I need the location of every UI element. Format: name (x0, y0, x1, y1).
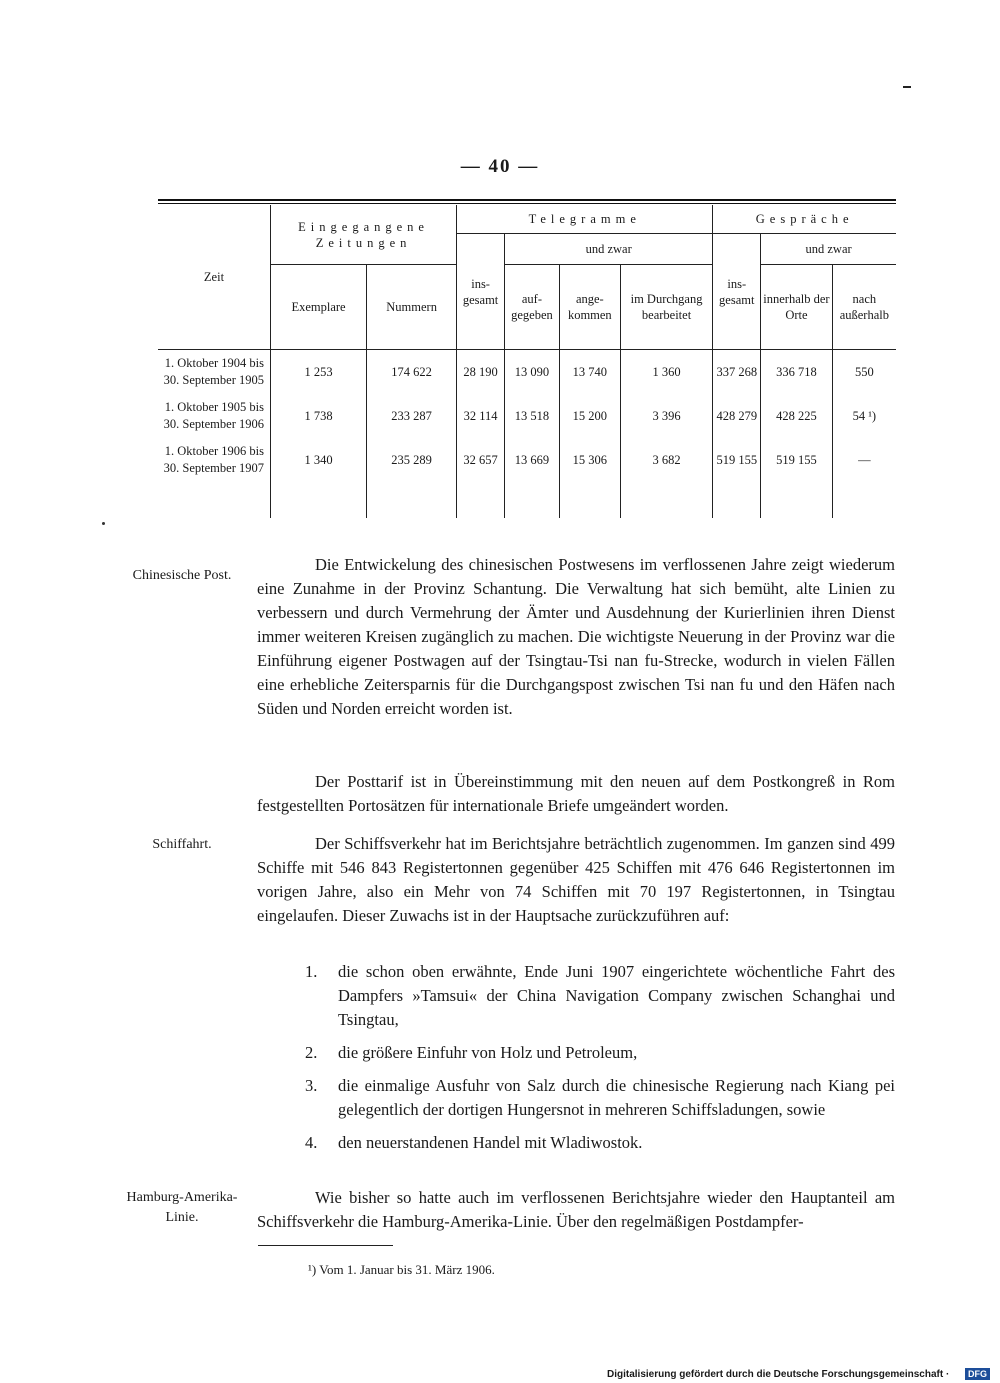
header-aufgegeben: auf- gegeben (505, 265, 560, 350)
cell-tel-aufgegeben: 13 669 (505, 438, 560, 482)
header-time: Zeit (158, 205, 271, 350)
cell-tel-angekommen: 15 200 (559, 394, 620, 438)
cell-tel-durchgang: 3 396 (620, 394, 713, 438)
paragraph-shipping: Der Schiffsverkehr hat im Berichtsjahre beträchtlich zugenommen. Im ganzen sind 499 Schiffe mit 546 843 Registertonnen gegenüber 425 Schiffen mit 476 646 Registertonnen im vorigen Jahre, also ein Mehr von 74 Schiffen mit 70 197 Registertonnen, in Tsingtau eingelaufen. Dieser Zuwachs ist in der Hauptsache zurückzuführen auf: (257, 834, 895, 925)
cell-calls-total: 337 268 (713, 350, 761, 395)
paragraph-chinese-post: Die Entwickelung des chinesischen Postwesens im verflossenen Jahre zeigt wiederum eine Zunahme in der Provinz Schantung. Die Verwaltung hat sich bemüht, alte Linien zu verbessern und durch Vermehrung der Ämter und Ausdehnung der Kurierlinien ihren Dienst immer weiteren Kreisen zugänglich zu machen. Die wichtigste Neuerung in der Provinz war die Einführung eigener Postwagen auf der Tsingtau-Tsi nan fu-Strecke, wodurch in vielen Fällen eine erhebliche Zeitersparnis für die Durchgangspost zwischen Tsi nan fu und den Häfen nach Süden und Norden erreicht worden ist. (257, 555, 895, 718)
header-angekommen: ange- kommen (559, 265, 620, 350)
table-row-spacer (158, 482, 896, 518)
header-durchgang: im Durchgang bearbeitet (620, 265, 713, 350)
header-exemplare: Exemplare (271, 265, 367, 350)
table-top-rule-thin (158, 203, 896, 204)
cell-calls-total: 428 279 (713, 394, 761, 438)
margin-note-shipping: Schiffahrt. (152, 837, 212, 852)
row-period: 1. Oktober 1905 bis 30. September 1906 (163, 400, 264, 431)
cell-exemplare: 1 253 (271, 350, 367, 395)
margin-note-hapag: Hamburg-Amerika-Linie. (126, 1190, 238, 1225)
header-ausserhalb: nach außerhalb (832, 265, 896, 350)
table-row (158, 394, 896, 438)
margin-note-chinese-post: Chinesische Post. (132, 568, 232, 583)
header-tel-total: ins- gesamt (457, 234, 505, 350)
header-innerhalb: innerhalb der Orte (761, 265, 832, 350)
cell-tel-total: 32 657 (457, 438, 505, 482)
cell-nummern: 233 287 (367, 394, 457, 438)
cell-nummern: 174 622 (367, 350, 457, 395)
table-row (158, 438, 896, 482)
header-telegrams: Telegramme (457, 205, 713, 234)
cell-tel-durchgang: 3 682 (620, 438, 713, 482)
footnote-rule (258, 1245, 393, 1246)
cell-tel-total: 28 190 (457, 350, 505, 395)
cell-calls-ausserhalb: 54 ¹) (832, 394, 896, 438)
footnote: ¹) Vom 1. Januar bis 31. März 1906. (308, 1262, 495, 1277)
cell-exemplare: 1 738 (271, 394, 367, 438)
header-calls-und-zwar: und zwar (761, 234, 896, 265)
header-tel-und-zwar: und zwar (505, 234, 713, 265)
cell-calls-ausserhalb: — (832, 438, 896, 482)
paragraph-hapag: Wie bisher so hatte auch im verflossenen Berichtsjahre wieder den Hauptanteil am Schiffsverkehr die Hamburg-Amerika-Linie. Über den regelmäßigen Postdampfer- (257, 1188, 895, 1231)
page-number: — 40 — (460, 156, 540, 177)
list-item: 2. die größere Einfuhr von Holz und Petroleum, (305, 1043, 638, 1062)
cell-calls-innerhalb: 428 225 (761, 394, 832, 438)
cell-calls-innerhalb: 519 155 (761, 438, 832, 482)
row-period: 1. Oktober 1906 bis 30. September 1907 (163, 444, 264, 475)
header-calls-total: ins- gesamt (713, 234, 761, 350)
cell-tel-aufgegeben: 13 090 (505, 350, 560, 395)
cell-tel-angekommen: 15 306 (559, 438, 620, 482)
cell-tel-durchgang: 1 360 (620, 350, 713, 395)
list-item: 1. die schon oben erwähnte, Ende Juni 1907 eingerichtete wöchentliche Fahrt des Dampfers »Tamsui« der China Navigation Company zwischen Schanghai und Tsingtau, (305, 962, 895, 1029)
paragraph-post-tariff: Der Posttarif ist in Übereinstimmung mit den neuen auf dem Postkongreß in Rom festgestellten Portosätzen für internationale Briefe umgeändert worden. (257, 772, 895, 815)
list-item: 4. den neuerstandenen Handel mit Wladiwostok. (305, 1133, 643, 1152)
scan-speck (102, 522, 105, 525)
statistics-table (158, 205, 896, 518)
table-top-rule (158, 199, 896, 201)
scan-mark (903, 86, 911, 88)
row-period: 1. Oktober 1904 bis 30. September 1905 (163, 356, 264, 387)
cell-calls-ausserhalb: 550 (832, 350, 896, 395)
cell-nummern: 235 289 (367, 438, 457, 482)
table-row (158, 350, 896, 395)
cell-tel-aufgegeben: 13 518 (505, 394, 560, 438)
shipping-reasons-list (305, 960, 895, 1164)
cell-exemplare: 1 340 (271, 438, 367, 482)
header-nummern: Nummern (367, 265, 457, 350)
header-calls: Gespräche (713, 205, 896, 234)
digitization-credit: Digitalisierung gefördert durch die Deutsche Forschungsgemeinschaft · (607, 1369, 950, 1380)
cell-calls-innerhalb: 336 718 (761, 350, 832, 395)
list-item: 3. die einmalige Ausfuhr von Salz durch die chinesische Regierung nach Kiang pei gelegentlich der dortigen Hungersnot in mehreren Schiffsladungen, sowie (305, 1076, 895, 1119)
cell-tel-total: 32 114 (457, 394, 505, 438)
dfg-logo: DFG (965, 1368, 990, 1380)
cell-tel-angekommen: 13 740 (559, 350, 620, 395)
header-newspapers: Eingegangene Zeitungen (271, 205, 457, 265)
cell-calls-total: 519 155 (713, 438, 761, 482)
